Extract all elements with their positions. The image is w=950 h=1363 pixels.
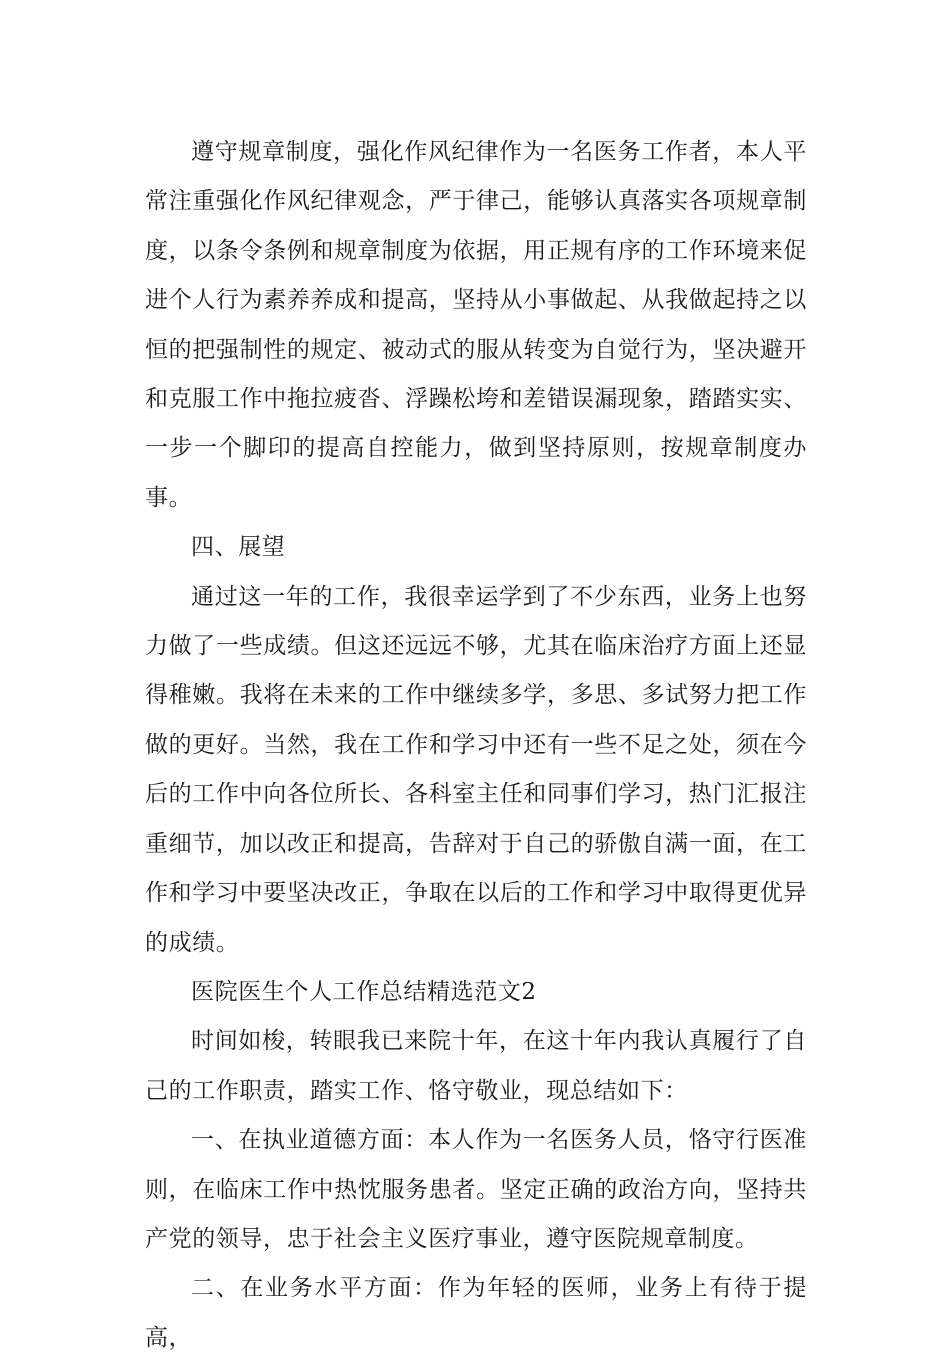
paragraph-outlook: 通过这一年的工作，我很幸运学到了不少东西，业务上也努力做了一些成绩。但这还远远不够，尤其在临床治疗方面上还显得稚嫩。我将在未来的工作中继续多学，多思、多试努力把工作做的更好。当然，我在工作和学习中还有一些不足之处，须在今后的工作中向各位所长、各科室主任和同事们学习，热门汇报注重细节，加以改正和提高，告辞对于自己的骄傲自满一面，在工作和学习中要坚决改正，争取在以后的工作和学习中取得更优异的成绩。 (145, 583, 807, 956)
paragraph-professional-skill: 二、在业务水平方面：作为年轻的医师，业务上有待于提高， (145, 1275, 807, 1351)
paragraph-professional-ethics: 一、在执业道德方面：本人作为一名医务人员，恪守行医准则，在临床工作中热忱服务患者。坚定正确的政治方向，坚持共产党的领导，忠于社会主义医疗事业，遵守医院规章制度。 (145, 1127, 807, 1252)
section-heading-outlook: 四、展望 (191, 534, 286, 561)
paragraph-rules-discipline: 遵守规章制度，强化作风纪律作为一名医务工作者，本人平常注重强化作风纪律观念，严于律己，能够认真落实各项规章制度，以条令条例和规章制度为依据，用正规有序的工作环境来促进个人行为素养养成和提高，坚持从小事做起、从我做起持之以恒的把强制性的规定、被动式的服从转变为自觉行为，坚决避开和克服工作中拖拉疲沓、浮躁松垮和差错误漏现象，踏踏实实、一步一个脚印的提高自控能力，做到坚持原则，按规章制度办事。 (145, 139, 807, 511)
document-body (145, 128, 807, 1363)
paragraph-intro: 时间如梭，转眼我已来院十年，在这十年内我认真履行了自己的工作职责，踏实工作、恪守敬业，现总结如下： (145, 1028, 807, 1104)
article-title: 医院医生个人工作总结精选范文2 (191, 978, 537, 1005)
